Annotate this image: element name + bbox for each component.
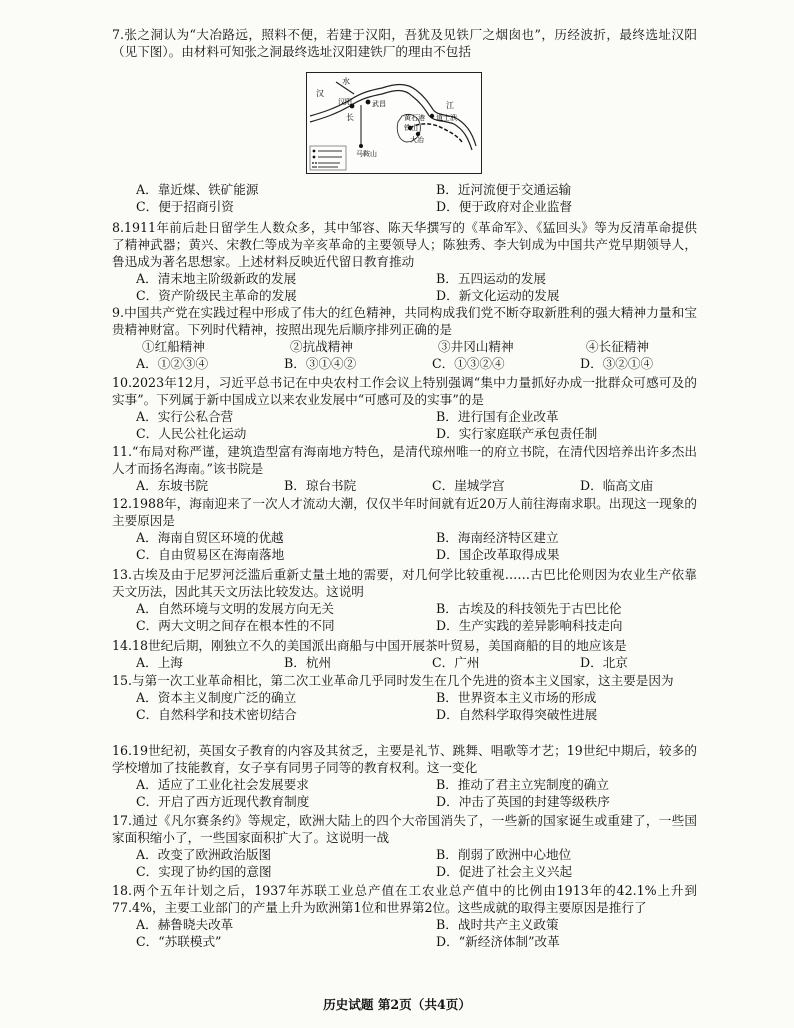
map-label: 水 xyxy=(342,77,350,86)
question-stem: 11.“布局对称严谨，建筑造型富有海南地方特色，是清代琼州唯一的府立书院，在清代因培养出许多杰出人才而扬名海南。”该书院是 xyxy=(112,444,697,476)
question-stem: 17.通过《凡尔赛条约》等规定，欧洲大陆上的四个大帝国消失了，一些新的国家诞生或重建了，一些国家面积缩小了，一些国家面积扩大了。这说明一战 xyxy=(112,813,697,845)
option-a[interactable]: A．自然环境与文明的发展方向无关 xyxy=(136,601,335,616)
question-11 xyxy=(112,443,697,494)
map-label: 武昌 xyxy=(372,100,386,108)
item-4: ④长征精神 xyxy=(586,339,649,354)
option-d[interactable]: D．新文化运动的发展 xyxy=(436,288,560,303)
option-c[interactable]: C．便于招商引资 xyxy=(136,199,234,214)
question-7-options xyxy=(112,181,697,215)
option-c[interactable]: C．人民公社化运动 xyxy=(136,426,247,441)
map-label: 铁山 xyxy=(404,124,418,132)
page-footer: 历史试题 第2页（共4页） xyxy=(323,997,471,1012)
question-stem: 8.1911年前后赴日留学生人数众多，其中邹容、陈天华撰写的《革命军》、《猛回头》等为反清革命提供了精神武器；黄兴、宋教仁等成为辛亥革命的主要领导人；陈独秀、李大钊成为中国共产党早期领导人，鲁迅成为著名思想家。上述材料反映近代留日教育推动 xyxy=(112,220,697,269)
option-b[interactable]: B．琼台书院 xyxy=(284,478,357,493)
question-10 xyxy=(112,374,697,442)
option-c[interactable]: C．开启了西方近现代教育制度 xyxy=(136,794,310,809)
question-13 xyxy=(112,566,697,634)
option-a[interactable]: A．①②③④ xyxy=(136,356,209,371)
map-label: 长 xyxy=(346,113,354,122)
question-stem: 10.2023年12月，习近平总书记在中央农村工作会议上特别强调“集中力量抓好办成一批群众可感可及的实事”。下列属于新中国成立以来农业发展中“可感可及的实事”的是 xyxy=(112,375,697,407)
option-d[interactable]: D．促进了社会主义兴起 xyxy=(436,864,573,879)
option-b[interactable]: B．近河流便于交通运输 xyxy=(436,182,572,197)
map-label: 道士洑 xyxy=(436,114,457,122)
option-a[interactable]: A．改变了欧洲政治版图 xyxy=(136,847,272,862)
map-figure xyxy=(306,72,482,174)
question-stem: 13.古埃及由于尼罗河泛滥后重新丈量土地的需要，对几何学比较重视……古巴比伦则因为农业生产依靠天文历法，因此其天文历法比较发达。这说明 xyxy=(112,567,697,599)
option-c[interactable]: C．资产阶级民主革命的发展 xyxy=(136,288,297,303)
option-a[interactable]: A．东坡书院 xyxy=(136,478,209,493)
question-7 xyxy=(112,26,697,60)
option-b[interactable]: B．杭州 xyxy=(284,655,332,670)
option-c[interactable]: C．崖城学宫 xyxy=(432,478,505,493)
question-stem: 12.1988年，海南迎来了一次人才流动大潮，仅仅半年时间就有近20万人前往海南求职。出现这一现象的主要原因是 xyxy=(112,496,697,528)
question-18 xyxy=(112,882,697,950)
option-d[interactable]: D．临高文庙 xyxy=(580,478,654,493)
question-17 xyxy=(112,812,697,880)
question-stem: 15.与第一次工业革命相比，第二次工业革命几乎同时发生在几个先进的资本主义国家，这主要是因为 xyxy=(112,673,674,688)
option-d[interactable]: D．冲击了英国的封建等级秩序 xyxy=(436,794,610,809)
item-3: ③井冈山精神 xyxy=(438,339,514,354)
option-d[interactable]: D．“新经济体制”改革 xyxy=(436,934,560,949)
question-stem: 14.18世纪后期，刚独立不久的美国派出商船与中国开展茶叶贸易，美国商船的目的地应该是 xyxy=(112,638,627,653)
question-stem: 7.张之洞认为“大冶路远，照料不便，若建于汉阳，吾犹及见铁厂之烟囱也”，历经波折，最终选址汉阳（见下图）。由材料可知张之洞最终选址汉阳建铁厂的理由不包括 xyxy=(112,27,697,59)
option-c[interactable]: C．“苏联模式” xyxy=(136,934,222,949)
option-a[interactable]: A．资本主义制度广泛的确立 xyxy=(136,690,297,705)
option-d[interactable]: D．自然科学取得突破性进展 xyxy=(436,707,598,722)
option-a[interactable]: A．实行公私合营 xyxy=(136,409,234,424)
option-b[interactable]: B．推动了君主立宪制度的确立 xyxy=(436,777,609,792)
option-d[interactable]: D．国企改革取得成果 xyxy=(436,547,560,562)
option-b[interactable]: B．削弱了欧洲中心地位 xyxy=(436,847,572,862)
option-b[interactable]: B．③①④② xyxy=(284,356,357,371)
option-a[interactable]: A．赫鲁晓夫改革 xyxy=(136,917,234,932)
question-12 xyxy=(112,495,697,563)
option-a[interactable]: A．清末地主阶级新政的发展 xyxy=(136,271,297,286)
option-d[interactable]: D．③②①④ xyxy=(580,356,654,371)
map-label: 汉 xyxy=(316,89,324,98)
question-stem: 18.两个五年计划之后，1937年苏联工业总产值在工农业总产值中的比例由1913年的42.1%上升到77.4%，主要工业部门的产量上升为欧洲第1位和世界第2位。这些成就的取得主要原因是推行了 xyxy=(112,883,697,915)
question-15 xyxy=(112,672,697,723)
map-label: 黄石港 xyxy=(404,114,425,122)
map-label: 江 xyxy=(446,101,454,110)
hanyang-daye-map xyxy=(306,72,482,174)
option-a[interactable]: A．海南自贸区环境的优越 xyxy=(136,530,284,545)
option-b[interactable]: B．海南经济特区建立 xyxy=(436,530,559,545)
option-d[interactable]: D．实行家庭联产承包责任制 xyxy=(436,426,598,441)
option-a[interactable]: A．靠近煤、铁矿能源 xyxy=(136,182,259,197)
question-14 xyxy=(112,637,697,671)
option-d[interactable]: D．北京 xyxy=(580,655,628,670)
city-marker xyxy=(430,114,434,118)
question-stem: 9.中国共产党在实践过程中形成了伟大的红色精神，共同构成我们党不断夺取新胜利的强大精神力量和宝贵精神财富。下列时代精神，按照出现先后顺序排列正确的是 xyxy=(112,305,697,337)
option-c[interactable]: C．自由贸易区在海南落地 xyxy=(136,547,285,562)
option-c[interactable]: C．广州 xyxy=(432,655,480,670)
map-label: 马鞍山 xyxy=(356,150,377,158)
city-marker xyxy=(366,100,371,105)
item-2: ②抗战精神 xyxy=(290,339,353,354)
option-b[interactable]: B．世界资本主义市场的形成 xyxy=(436,690,597,705)
item-1: ①红船精神 xyxy=(142,339,205,354)
question-9 xyxy=(112,304,697,372)
question-16 xyxy=(112,742,697,810)
option-c[interactable]: C．①③②④ xyxy=(432,356,505,371)
option-d[interactable]: D．便于政府对企业监督 xyxy=(436,199,573,214)
option-b[interactable]: B．进行国有企业改革 xyxy=(436,409,559,424)
option-c[interactable]: C．自然科学和技术密切结合 xyxy=(136,707,297,722)
option-b[interactable]: B．古埃及的科技领先于古巴比伦 xyxy=(436,601,622,616)
question-8 xyxy=(112,219,697,304)
map-label: 汉阳 xyxy=(338,98,352,106)
option-b[interactable]: B．战时共产主义政策 xyxy=(436,917,559,932)
city-marker xyxy=(359,144,363,148)
option-c[interactable]: C．两大文明之间存在根本性的不同 xyxy=(136,618,335,633)
option-a[interactable]: A．适应了工业化社会发展要求 xyxy=(136,777,309,792)
option-a[interactable]: A．上海 xyxy=(136,655,183,670)
map-label: 大冶 xyxy=(410,136,424,144)
question-stem: 16.19世纪初，英国女子教育的内容及其贫乏，主要是礼节、跳舞、唱歌等才艺；19世纪中期后，较多的学校增加了技能教育，女子享有同男子同等的教育权利。这一变化 xyxy=(112,743,697,775)
option-b[interactable]: B．五四运动的发展 xyxy=(436,271,547,286)
option-c[interactable]: C．实现了协约国的意图 xyxy=(136,864,272,879)
option-d[interactable]: D．生产实践的差异影响科技走向 xyxy=(436,618,623,633)
